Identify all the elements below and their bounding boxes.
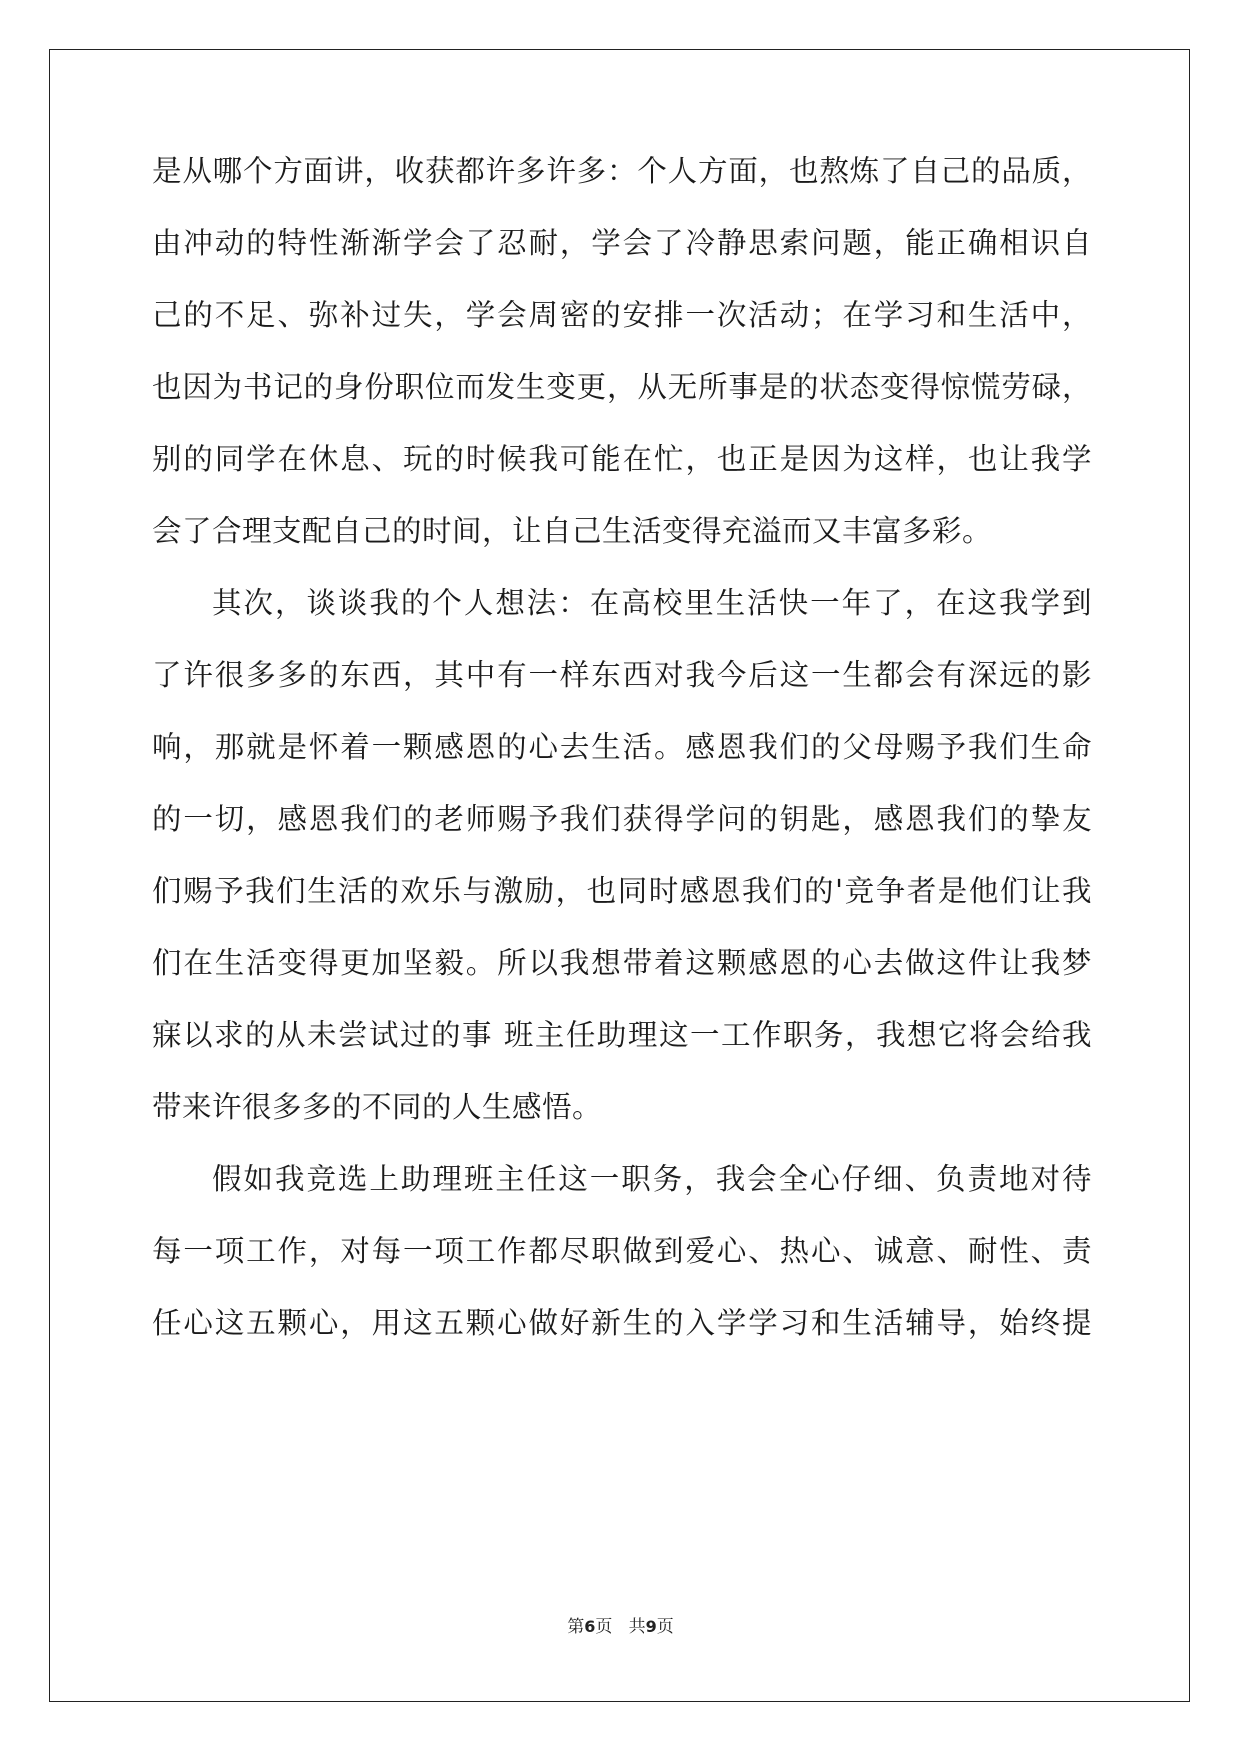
text-line: 的一切，感恩我们的老师赐予我们获得学问的钥匙，感恩我们的挚友 <box>152 802 1092 836</box>
text-line: 别的同学在休息、玩的时候我可能在忙，也正是因为这样，也让我学 <box>152 442 1092 476</box>
text-line: 寐以求的从未尝试过的事 班主任助理这一工作职务，我想它将会给我 <box>152 1018 1092 1052</box>
text-line: 响，那就是怀着一颗感恩的心去生活。感恩我们的父母赐予我们生命 <box>152 730 1092 764</box>
page-footer <box>0 1616 1241 1638</box>
text-line: 们在生活变得更加坚毅。所以我想带着这颗感恩的心去做这件让我梦 <box>152 946 1092 980</box>
text-line: 由冲动的特性渐渐学会了忍耐，学会了冷静思索问题，能正确相识自 <box>152 226 1092 260</box>
text-line: 们赐予我们生活的欢乐与激励，也同时感恩我们的'竞争者是他们让我 <box>152 874 1092 908</box>
page-number: 6 <box>584 1617 596 1636</box>
paragraph-first-line: 假如我竞选上助理班主任这一职务，我会全心仔细、负责地对待 <box>212 1162 1092 1196</box>
page-suffix: 页 <box>595 1617 613 1637</box>
total-suffix: 页 <box>656 1617 674 1637</box>
total-pages: 9 <box>645 1617 657 1636</box>
text-line: 己的不足、弥补过失，学会周密的安排一次活动；在学习和生活中， <box>152 298 1092 332</box>
text-line: 任心这五颗心，用这五颗心做好新生的入学学习和生活辅导，始终提 <box>152 1306 1092 1340</box>
page-prefix: 第 <box>567 1617 585 1637</box>
text-line: 也因为书记的身份职位而发生变更，从无所事是的状态变得惊慌劳碌， <box>152 370 1092 404</box>
text-line: 每一项工作，对每一项工作都尽职做到爱心、热心、诚意、耐性、责 <box>152 1234 1092 1268</box>
text-line: 是从哪个方面讲，收获都许多许多：个人方面，也熬炼了自己的品质， <box>152 154 1092 188</box>
total-prefix: 共 <box>628 1617 646 1637</box>
text-line: 会了合理支配自己的时间，让自己生活变得充溢而又丰富多彩。 <box>152 514 993 548</box>
paragraph-first-line: 其次，谈谈我的个人想法：在高校里生活快一年了，在这我学到 <box>212 586 1092 620</box>
text-line: 了许很多多的东西，其中有一样东西对我今后这一生都会有深远的影 <box>152 658 1092 692</box>
text-line: 带来许很多多的不同的人生感悟。 <box>152 1090 603 1124</box>
